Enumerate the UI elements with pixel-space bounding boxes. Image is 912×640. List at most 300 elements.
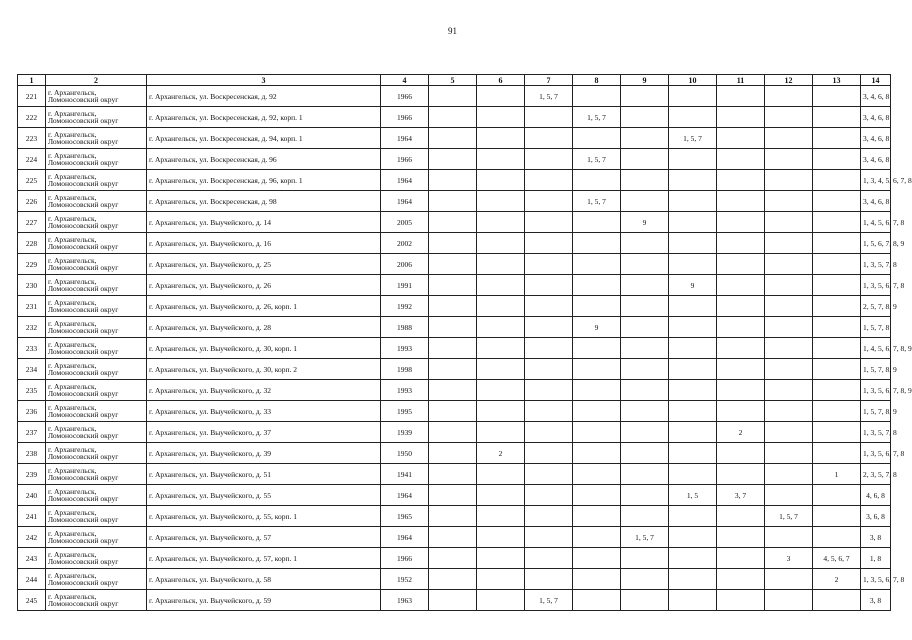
value-cell-13 (813, 401, 861, 422)
city-text: г. Архангельск, (48, 361, 97, 370)
year-cell: 1966 (381, 86, 429, 107)
value-cell-12 (765, 464, 813, 485)
city-text: г. Архангельск, (48, 424, 97, 433)
municipality-cell (46, 254, 147, 275)
value-cell-6 (477, 506, 525, 527)
value-cell-14: 1, 3, 4, 5, 6, 7, 8 (861, 170, 891, 191)
value-cell-9 (621, 296, 669, 317)
value-cell-10 (669, 86, 717, 107)
value-cell-8 (573, 212, 621, 233)
district-text: Ломоносовский округ (48, 179, 119, 188)
value-cell-7 (525, 170, 573, 191)
value-cell-5 (429, 317, 477, 338)
district-text: Ломоносовский округ (48, 137, 119, 146)
value-cell-7 (525, 149, 573, 170)
value-cell-14: 4, 6, 8 (861, 485, 891, 506)
value-cell-14: 2, 5, 7, 8, 9 (861, 296, 891, 317)
value-cell-14: 1, 5, 7, 8 (861, 317, 891, 338)
table-row (18, 296, 891, 317)
value-cell-12 (765, 422, 813, 443)
column-header-9: 9 (621, 75, 669, 86)
value-cell-5 (429, 590, 477, 611)
value-cell-5 (429, 170, 477, 191)
value-cell-7 (525, 128, 573, 149)
value-cell-8 (573, 506, 621, 527)
value-cell-10 (669, 317, 717, 338)
value-cell-7 (525, 380, 573, 401)
value-cell-9 (621, 359, 669, 380)
value-cell-5 (429, 275, 477, 296)
row-number-cell: 241 (18, 506, 46, 527)
table-row (18, 380, 891, 401)
row-number-cell: 240 (18, 485, 46, 506)
city-text: г. Архангельск, (48, 403, 97, 412)
value-cell-9 (621, 338, 669, 359)
column-header-12: 12 (765, 75, 813, 86)
table-row (18, 149, 891, 170)
value-cell-12 (765, 359, 813, 380)
district-text: Ломоносовский округ (48, 284, 119, 293)
district-text: Ломоносовский округ (48, 221, 119, 230)
value-cell-5 (429, 296, 477, 317)
district-text: Ломоносовский округ (48, 389, 119, 398)
value-cell-6 (477, 107, 525, 128)
district-text: Ломоносовский округ (48, 452, 119, 461)
municipality-cell (46, 317, 147, 338)
table-row (18, 191, 891, 212)
value-cell-10 (669, 296, 717, 317)
table-row (18, 506, 891, 527)
value-cell-11 (717, 233, 765, 254)
municipality-cell (46, 86, 147, 107)
district-text: Ломоносовский округ (48, 242, 119, 251)
value-cell-7 (525, 191, 573, 212)
value-cell-11 (717, 443, 765, 464)
table-row (18, 548, 891, 569)
value-cell-12 (765, 191, 813, 212)
value-cell-14: 3, 4, 6, 8 (861, 191, 891, 212)
value-cell-8 (573, 359, 621, 380)
value-cell-11 (717, 569, 765, 590)
value-cell-12 (765, 380, 813, 401)
table-row (18, 128, 891, 149)
value-cell-6: 2 (477, 443, 525, 464)
address-cell: г. Архангельск, ул. Выучейского, д. 33 (147, 401, 381, 422)
value-cell-5 (429, 233, 477, 254)
value-cell-12 (765, 86, 813, 107)
city-text: г. Архангельск, (48, 487, 97, 496)
value-cell-10 (669, 359, 717, 380)
value-cell-9 (621, 149, 669, 170)
city-text: г. Архангельск, (48, 319, 97, 328)
value-cell-6 (477, 380, 525, 401)
value-cell-6 (477, 569, 525, 590)
value-cell-9 (621, 128, 669, 149)
value-cell-10 (669, 107, 717, 128)
row-number-cell: 229 (18, 254, 46, 275)
value-cell-11 (717, 359, 765, 380)
year-cell: 1966 (381, 107, 429, 128)
value-cell-11 (717, 338, 765, 359)
city-text: г. Архангельск, (48, 550, 97, 559)
column-header-7: 7 (525, 75, 573, 86)
city-text: г. Архангельск, (48, 109, 97, 118)
value-cell-8 (573, 464, 621, 485)
row-number-cell: 221 (18, 86, 46, 107)
value-cell-11 (717, 380, 765, 401)
value-cell-14: 1, 5, 7, 8, 9 (861, 359, 891, 380)
table-row (18, 590, 891, 611)
value-cell-6 (477, 233, 525, 254)
year-cell: 1965 (381, 506, 429, 527)
table-row (18, 464, 891, 485)
table-row (18, 359, 891, 380)
value-cell-14: 1, 3, 5, 6, 7, 8 (861, 443, 891, 464)
district-text: Ломоносовский округ (48, 95, 119, 104)
value-cell-8: 1, 5, 7 (573, 191, 621, 212)
value-cell-13 (813, 422, 861, 443)
value-cell-10 (669, 212, 717, 233)
municipality-cell (46, 212, 147, 233)
value-cell-11 (717, 548, 765, 569)
value-cell-14: 1, 3, 5, 6, 7, 8 (861, 275, 891, 296)
value-cell-9 (621, 86, 669, 107)
year-cell: 1966 (381, 548, 429, 569)
value-cell-8 (573, 548, 621, 569)
page-number: 91 (448, 26, 457, 36)
address-cell: г. Архангельск, ул. Воскресенская, д. 94, корп. 1 (147, 128, 381, 149)
value-cell-10 (669, 401, 717, 422)
value-cell-12 (765, 569, 813, 590)
municipality-cell (46, 191, 147, 212)
value-cell-9 (621, 317, 669, 338)
value-cell-14: 3, 4, 6, 8 (861, 128, 891, 149)
address-cell: г. Архангельск, ул. Выучейского, д. 26, корп. 1 (147, 296, 381, 317)
row-number-cell: 235 (18, 380, 46, 401)
value-cell-13 (813, 380, 861, 401)
municipality-cell (46, 401, 147, 422)
value-cell-6 (477, 401, 525, 422)
value-cell-11 (717, 212, 765, 233)
value-cell-7 (525, 275, 573, 296)
value-cell-11 (717, 86, 765, 107)
value-cell-9 (621, 548, 669, 569)
value-cell-7 (525, 401, 573, 422)
address-cell: г. Архангельск, ул. Выучейского, д. 14 (147, 212, 381, 233)
value-cell-7: 1, 5, 7 (525, 86, 573, 107)
district-text: Ломоносовский округ (48, 410, 119, 419)
value-cell-7 (525, 296, 573, 317)
year-cell: 1963 (381, 590, 429, 611)
city-text: г. Архангельск, (48, 214, 97, 223)
address-cell: г. Архангельск, ул. Воскресенская, д. 92, корп. 1 (147, 107, 381, 128)
value-cell-5 (429, 191, 477, 212)
value-cell-8 (573, 569, 621, 590)
value-cell-9 (621, 590, 669, 611)
column-header-8: 8 (573, 75, 621, 86)
value-cell-5 (429, 338, 477, 359)
register-table (17, 74, 912, 611)
address-cell: г. Архангельск, ул. Выучейского, д. 25 (147, 254, 381, 275)
value-cell-14: 3, 4, 6, 8 (861, 86, 891, 107)
value-cell-9: 9 (621, 212, 669, 233)
address-cell: г. Архангельск, ул. Выучейского, д. 55 (147, 485, 381, 506)
address-cell: г. Архангельск, ул. Выучейского, д. 16 (147, 233, 381, 254)
address-cell: г. Архангельск, ул. Выучейского, д. 37 (147, 422, 381, 443)
value-cell-13 (813, 149, 861, 170)
value-cell-14: 3, 8 (861, 590, 891, 611)
address-cell: г. Архангельск, ул. Выучейского, д. 58 (147, 569, 381, 590)
value-cell-9 (621, 422, 669, 443)
city-text: г. Архангельск, (48, 151, 97, 160)
table-row (18, 401, 891, 422)
value-cell-6 (477, 128, 525, 149)
value-cell-7 (525, 527, 573, 548)
value-cell-10 (669, 548, 717, 569)
row-number-cell: 244 (18, 569, 46, 590)
value-cell-11 (717, 296, 765, 317)
city-text: г. Архангельск, (48, 256, 97, 265)
address-cell: г. Архангельск, ул. Воскресенская, д. 96 (147, 149, 381, 170)
district-text: Ломоносовский округ (48, 116, 119, 125)
value-cell-9: 1, 5, 7 (621, 527, 669, 548)
value-cell-7 (525, 107, 573, 128)
city-text: г. Архангельск, (48, 508, 97, 517)
value-cell-14: 1, 4, 5, 6, 7, 8, 9 (861, 338, 891, 359)
row-number-cell: 231 (18, 296, 46, 317)
year-cell: 1988 (381, 317, 429, 338)
value-cell-12 (765, 443, 813, 464)
year-cell: 1941 (381, 464, 429, 485)
value-cell-13 (813, 590, 861, 611)
value-cell-13 (813, 527, 861, 548)
value-cell-6 (477, 527, 525, 548)
value-cell-7 (525, 548, 573, 569)
city-text: г. Архангельск, (48, 193, 97, 202)
value-cell-14: 1, 3, 5, 6, 7, 8, 9 (861, 380, 891, 401)
year-cell: 2005 (381, 212, 429, 233)
value-cell-6 (477, 422, 525, 443)
district-text: Ломоносовский округ (48, 515, 119, 524)
value-cell-5 (429, 464, 477, 485)
column-header-13: 13 (813, 75, 861, 86)
value-cell-10 (669, 464, 717, 485)
district-text: Ломоносовский округ (48, 473, 119, 482)
value-cell-10 (669, 506, 717, 527)
value-cell-5 (429, 128, 477, 149)
value-cell-11 (717, 191, 765, 212)
year-cell: 1992 (381, 296, 429, 317)
value-cell-12 (765, 128, 813, 149)
municipality-cell (46, 233, 147, 254)
year-cell: 1998 (381, 359, 429, 380)
value-cell-10 (669, 170, 717, 191)
value-cell-5 (429, 548, 477, 569)
year-cell: 1993 (381, 380, 429, 401)
value-cell-5 (429, 506, 477, 527)
municipality-cell (46, 527, 147, 548)
city-text: г. Архангельск, (48, 340, 97, 349)
table-row (18, 212, 891, 233)
column-header-14: 14 (861, 75, 891, 86)
value-cell-13: 2 (813, 569, 861, 590)
value-cell-5 (429, 254, 477, 275)
city-text: г. Архангельск, (48, 88, 97, 97)
value-cell-12 (765, 275, 813, 296)
value-cell-14: 3, 8 (861, 527, 891, 548)
header-row (18, 75, 891, 86)
value-cell-14: 3, 4, 6, 8 (861, 149, 891, 170)
value-cell-8 (573, 86, 621, 107)
row-number-cell: 234 (18, 359, 46, 380)
value-cell-11 (717, 254, 765, 275)
municipality-cell (46, 422, 147, 443)
value-cell-6 (477, 86, 525, 107)
year-cell: 1939 (381, 422, 429, 443)
value-cell-11 (717, 590, 765, 611)
district-text: Ломоносовский округ (48, 263, 119, 272)
city-text: г. Архангельск, (48, 571, 97, 580)
year-cell: 1964 (381, 485, 429, 506)
table-row (18, 233, 891, 254)
value-cell-9 (621, 275, 669, 296)
value-cell-8 (573, 485, 621, 506)
city-text: г. Архангельск, (48, 277, 97, 286)
value-cell-11: 2 (717, 422, 765, 443)
city-text: г. Архангельск, (48, 382, 97, 391)
value-cell-10: 1, 5, 7 (669, 128, 717, 149)
value-cell-9 (621, 233, 669, 254)
value-cell-10 (669, 590, 717, 611)
value-cell-13 (813, 191, 861, 212)
row-number-cell: 223 (18, 128, 46, 149)
value-cell-9 (621, 485, 669, 506)
value-cell-6 (477, 149, 525, 170)
year-cell: 2006 (381, 254, 429, 275)
value-cell-11 (717, 149, 765, 170)
value-cell-8 (573, 527, 621, 548)
column-header-6: 6 (477, 75, 525, 86)
value-cell-14: 2, 3, 5, 7, 8 (861, 464, 891, 485)
value-cell-12 (765, 317, 813, 338)
district-text: Ломоносовский округ (48, 200, 119, 209)
municipality-cell (46, 359, 147, 380)
value-cell-8 (573, 128, 621, 149)
value-cell-13 (813, 359, 861, 380)
value-cell-14: 1, 5, 7, 8, 9 (861, 401, 891, 422)
table-row (18, 527, 891, 548)
municipality-cell (46, 548, 147, 569)
value-cell-13 (813, 296, 861, 317)
city-text: г. Архангельск, (48, 172, 97, 181)
value-cell-8 (573, 170, 621, 191)
value-cell-14: 1, 3, 5, 7, 8 (861, 422, 891, 443)
value-cell-14: 1, 8 (861, 548, 891, 569)
address-cell: г. Архангельск, ул. Воскресенская, д. 92 (147, 86, 381, 107)
municipality-cell (46, 380, 147, 401)
table-row (18, 170, 891, 191)
value-cell-9 (621, 401, 669, 422)
city-text: г. Архангельск, (48, 592, 97, 601)
value-cell-6 (477, 254, 525, 275)
value-cell-8 (573, 422, 621, 443)
municipality-cell (46, 149, 147, 170)
district-text: Ломоносовский округ (48, 431, 119, 440)
value-cell-10 (669, 254, 717, 275)
value-cell-8 (573, 380, 621, 401)
table-row (18, 485, 891, 506)
value-cell-13: 4, 5, 6, 7 (813, 548, 861, 569)
city-text: г. Архангельск, (48, 445, 97, 454)
city-text: г. Архангельск, (48, 298, 97, 307)
value-cell-5 (429, 485, 477, 506)
year-cell: 1991 (381, 275, 429, 296)
year-cell: 1964 (381, 527, 429, 548)
address-cell: г. Архангельск, ул. Выучейского, д. 55, корп. 1 (147, 506, 381, 527)
municipality-cell (46, 464, 147, 485)
value-cell-5 (429, 422, 477, 443)
value-cell-10: 1, 5 (669, 485, 717, 506)
value-cell-13 (813, 275, 861, 296)
value-cell-10 (669, 338, 717, 359)
value-cell-13 (813, 212, 861, 233)
value-cell-5 (429, 380, 477, 401)
value-cell-13 (813, 317, 861, 338)
table-row (18, 569, 891, 590)
address-cell: г. Архангельск, ул. Воскресенская, д. 96, корп. 1 (147, 170, 381, 191)
address-cell: г. Архангельск, ул. Выучейского, д. 57 (147, 527, 381, 548)
value-cell-7 (525, 338, 573, 359)
value-cell-9 (621, 380, 669, 401)
value-cell-8: 1, 5, 7 (573, 149, 621, 170)
value-cell-11 (717, 275, 765, 296)
city-text: г. Архангельск, (48, 466, 97, 475)
value-cell-9 (621, 443, 669, 464)
value-cell-7 (525, 464, 573, 485)
address-cell: г. Архангельск, ул. Выучейского, д. 30, корп. 2 (147, 359, 381, 380)
table-row (18, 422, 891, 443)
value-cell-10 (669, 233, 717, 254)
value-cell-11 (717, 128, 765, 149)
value-cell-6 (477, 485, 525, 506)
value-cell-9 (621, 506, 669, 527)
year-cell: 1964 (381, 128, 429, 149)
value-cell-6 (477, 296, 525, 317)
row-number-cell: 236 (18, 401, 46, 422)
column-header-1: 1 (18, 75, 46, 86)
row-number-cell: 238 (18, 443, 46, 464)
value-cell-6 (477, 338, 525, 359)
value-cell-14: 1, 3, 5, 7, 8 (861, 254, 891, 275)
value-cell-10 (669, 569, 717, 590)
address-cell: г. Архангельск, ул. Выучейского, д. 51 (147, 464, 381, 485)
year-cell: 1993 (381, 338, 429, 359)
value-cell-12: 3 (765, 548, 813, 569)
value-cell-7 (525, 233, 573, 254)
value-cell-11: 3, 7 (717, 485, 765, 506)
value-cell-13 (813, 443, 861, 464)
district-text: Ломоносовский округ (48, 557, 119, 566)
value-cell-14: 1, 5, 6, 7, 8, 9 (861, 233, 891, 254)
value-cell-8: 9 (573, 317, 621, 338)
value-cell-12 (765, 296, 813, 317)
municipality-cell (46, 170, 147, 191)
value-cell-5 (429, 86, 477, 107)
district-text: Ломоносовский округ (48, 326, 119, 335)
district-text: Ломоносовский округ (48, 158, 119, 167)
table-row (18, 338, 891, 359)
row-number-cell: 242 (18, 527, 46, 548)
